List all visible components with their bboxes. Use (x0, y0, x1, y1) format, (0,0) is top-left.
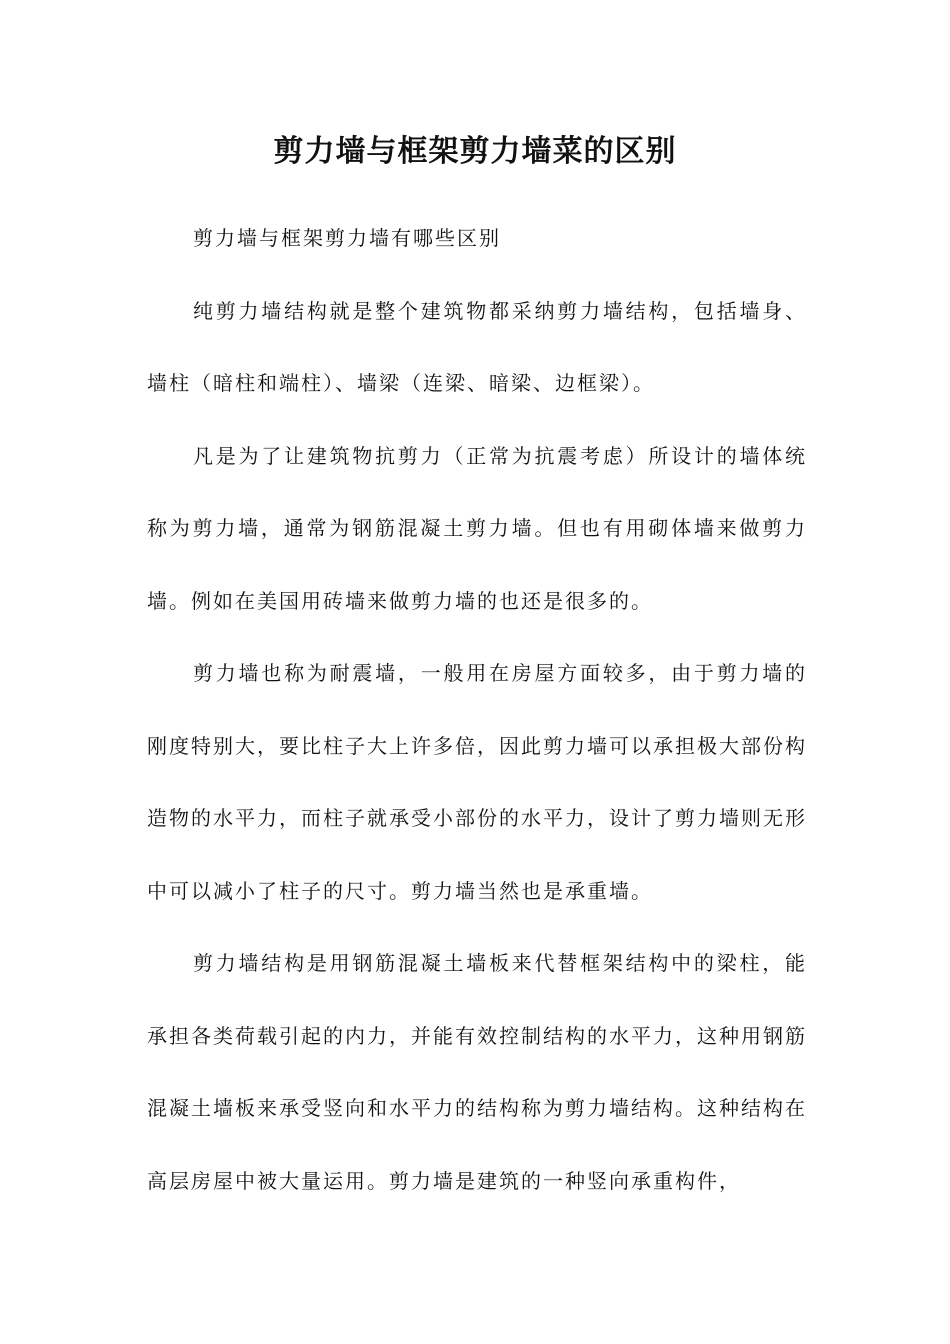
paragraph-4: 剪力墙结构是用钢筋混凝土墙板来代替框架结构中的梁柱，能承担各类荷载引起的内力，并能有效控制结构的水平力，这种用钢筋混凝土墙板来承受竖向和水平力的结构称为剪力墙结构。这种结构在高层房屋中被大量运用。剪力墙是建筑的一种竖向承重构件， (147, 951, 807, 1193)
paragraph-1: 纯剪力墙结构就是整个建筑物都采纳剪力墙结构，包括墙身、墙柱（暗柱和端柱）、墙梁（连梁、暗梁、边框梁）。 (147, 298, 807, 395)
document-body (147, 202, 807, 1217)
paragraph-subtitle: 剪力墙与框架剪力墙有哪些区别 (193, 226, 501, 250)
paragraph-2: 凡是为了让建筑物抗剪力（正常为抗震考虑）所设计的墙体统称为剪力墙，通常为钢筋混凝土剪力墙。但也有用砌体墙来做剪力墙。例如在美国用砖墙来做剪力墙的也还是很多的。 (147, 443, 807, 613)
paragraph-3: 剪力墙也称为耐震墙，一般用在房屋方面较多，由于剪力墙的刚度特别大，要比柱子大上许多倍，因此剪力墙可以承担极大部份构造物的水平力，而柱子就承受小部份的水平力，设计了剪力墙则无形中可以减小了柱子的尺寸。剪力墙当然也是承重墙。 (147, 661, 807, 903)
document-title: 剪力墙与框架剪力墙菜的区别 (273, 134, 677, 169)
